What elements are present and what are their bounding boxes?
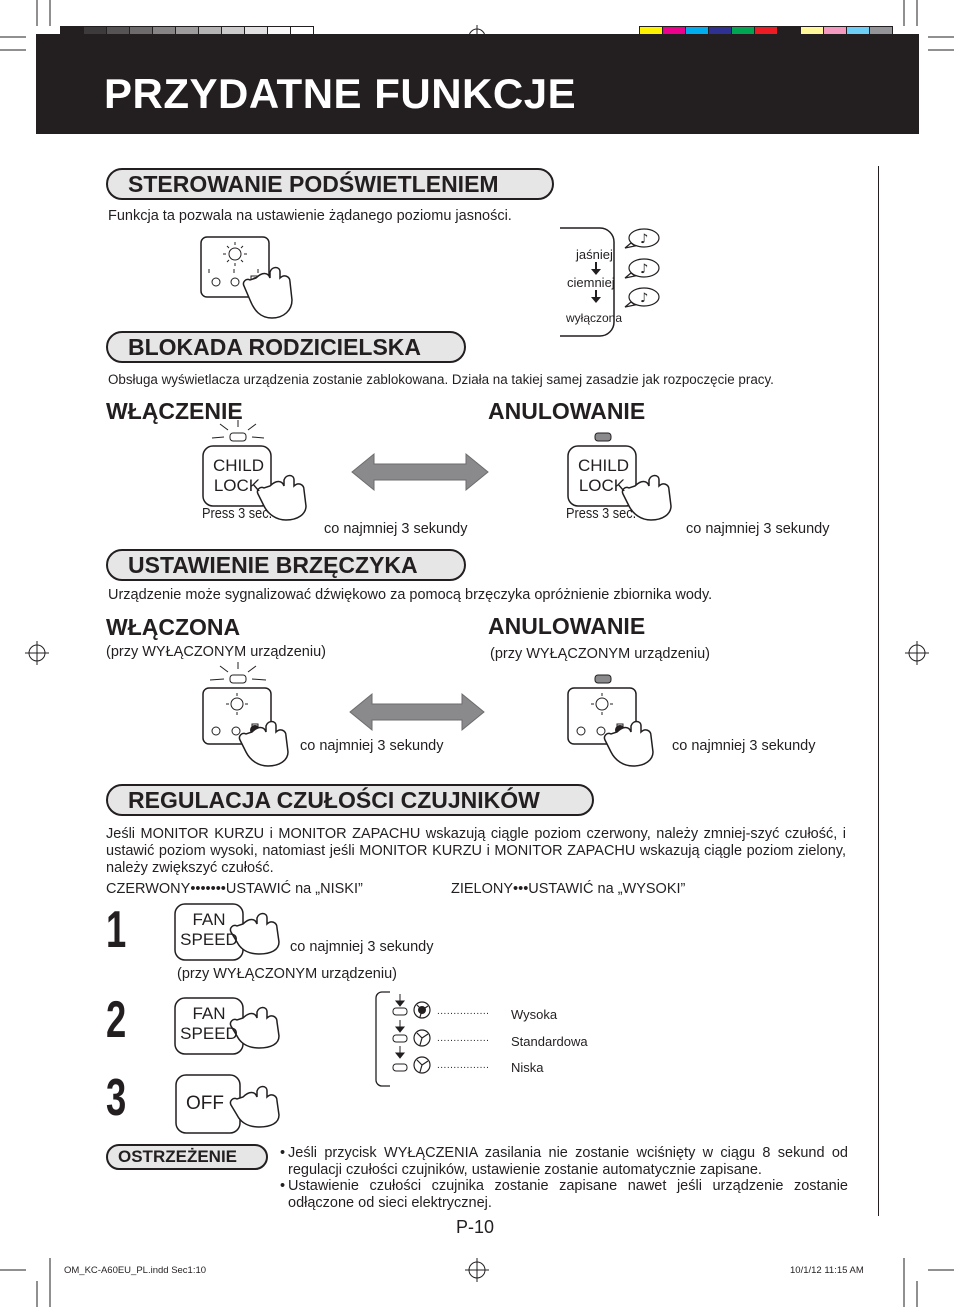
level-darker: ciemniej — [567, 275, 615, 290]
fan-key-line2: SPEED — [180, 930, 238, 949]
warning-label: OSTRZEŻENIE — [106, 1144, 268, 1170]
section-title-sensor: REGULACJA CZUŁOŚCI CZUJNIKÓW — [106, 784, 594, 816]
fan-key-line1: FAN — [192, 1004, 226, 1023]
child-lock-key-cancel — [578, 456, 630, 496]
buzzer-button-cancel — [563, 672, 673, 776]
child-lock-key-line2: LOCK — [213, 476, 261, 495]
warning-item-2-text: Ustawienie czułości czujnika zostanie zapisane nawet jeśli urządzenie zostanie odłączone od sieci elektrycznej. — [288, 1178, 848, 1211]
step-1-number: 1 — [106, 901, 127, 959]
footer-file-name: OM_KC-A60EU_PL.indd Sec1:10 — [64, 1265, 207, 1276]
sensor-hold-note: co najmniej 3 sekundy — [290, 939, 434, 955]
child-lock-key-line1: CHILD — [578, 456, 630, 475]
level-off: wyłączona — [566, 311, 623, 325]
buzzer-button-on — [198, 662, 298, 776]
step-3-number: 3 — [106, 1069, 127, 1127]
level-brighter: jaśniej — [576, 247, 613, 262]
section-title-backlight: STEROWANIE PODŚWIETLENIEM — [106, 168, 554, 200]
footer-date: 10/1/12 11:15 AM — [790, 1265, 864, 1276]
backlight-description: Funkcja ta pozwala na ustawienie żądanego poziomu jasności. — [108, 208, 512, 224]
fan-level-standard: Standardowa — [511, 1034, 588, 1049]
double-arrow-icon — [350, 452, 490, 492]
fan-dots-3: ................ — [437, 1060, 490, 1071]
warning-item-2 — [280, 1178, 848, 1211]
press-3-sec-on: Press 3 sec. — [202, 505, 273, 522]
buzzer-hold-cancel: co najmniej 3 sekundy — [672, 738, 816, 754]
buzzer-description: Urządzenie może sygnalizować dźwiękowo za pomocą brzęczyka opróżnienie zbiornika wody. — [108, 587, 713, 603]
bullet-icon: • — [280, 1178, 286, 1194]
page-title: PRZYDATNE FUNKCJE — [104, 70, 577, 117]
hold-note-cancel: co najmniej 3 sekundy — [686, 521, 830, 537]
child-lock-description: Obsługa wyświetlacza urządzenia zostanie zablokowana. Działa na takiej samej zasadzie jak rozpoczęcie pracy. — [108, 372, 774, 387]
buzzer-hold-on: co najmniej 3 sekundy — [300, 738, 444, 754]
page-number: P-10 — [456, 1217, 495, 1237]
child-lock-key-line1: CHILD — [213, 456, 265, 475]
fan-key-line2: SPEED — [180, 1024, 238, 1043]
svg-text:♪: ♪ — [640, 232, 649, 247]
fan-level-high: Wysoka — [511, 1007, 558, 1022]
fan-speed-key-1 — [178, 910, 240, 950]
buzzer-cancel-heading: ANULOWANIE — [488, 613, 646, 639]
fan-level-low: Niska — [511, 1060, 544, 1075]
sensor-condition: (przy WYŁĄCZONYM urządzeniu) — [177, 966, 397, 982]
buzzer-on-condition: (przy WYŁĄCZONYM urządzeniu) — [106, 644, 326, 660]
buzzer-cancel-condition: (przy WYŁĄCZONYM urządzeniu) — [490, 646, 710, 662]
child-lock-key-on — [213, 456, 265, 496]
warning-item-1 — [280, 1145, 848, 1178]
fan-speed-key-2 — [178, 1004, 240, 1044]
fan-dots-2: ................ — [437, 1033, 490, 1044]
rule-green: ZIELONY•••USTAWIĆ na „WYSOKI” — [451, 881, 686, 897]
sensor-description: Jeśli MONITOR KURZU i MONITOR ZAPACHU wskazują ciągle poziom czerwony, należy zmniej-szyć czułość, i ustawić poziom wysoki, natomiast jeśli MONITOR KURZU i MONITOR ZAPACHU wskazują ciągle poziom zielony, należy zwiększyć czułość. — [106, 826, 846, 876]
off-key-label: OFF — [186, 1093, 224, 1114]
hold-note-on: co najmniej 3 sekundy — [324, 521, 468, 537]
press-3-sec-cancel: Press 3 sec. — [566, 505, 637, 522]
light-button-panel — [198, 234, 313, 320]
bullet-icon: • — [280, 1145, 286, 1161]
buzzer-on-heading: WŁĄCZONA — [106, 614, 241, 640]
fan-dots-1: ................ — [437, 1006, 490, 1017]
child-lock-on-heading: WŁĄCZENIE — [106, 398, 243, 424]
svg-text:♪: ♪ — [640, 291, 649, 306]
child-lock-cancel-heading: ANULOWANIE — [488, 398, 646, 424]
child-lock-key-line2: LOCK — [578, 476, 626, 495]
rule-red: CZERWONY•••••••USTAWIĆ na „NISKI” — [106, 881, 363, 897]
double-arrow-icon — [348, 692, 486, 732]
fan-level-cycle-diagram — [374, 990, 440, 1088]
svg-text:♪: ♪ — [640, 262, 649, 277]
section-title-child-lock: BLOKADA RODZICIELSKA — [106, 331, 466, 363]
fan-key-line1: FAN — [192, 910, 226, 929]
step-2-number: 2 — [106, 991, 127, 1049]
section-title-buzzer: USTAWIENIE BRZĘCZYKA — [106, 549, 466, 581]
warning-item-1-text: Jeśli przycisk WYŁĄCZENIA zasilania nie zostanie wciśnięty w ciągu 8 sekund od regulacji czułości czujników, ustawienie zostanie automatycznie zapisane. — [288, 1145, 848, 1178]
right-rule — [878, 166, 879, 1216]
